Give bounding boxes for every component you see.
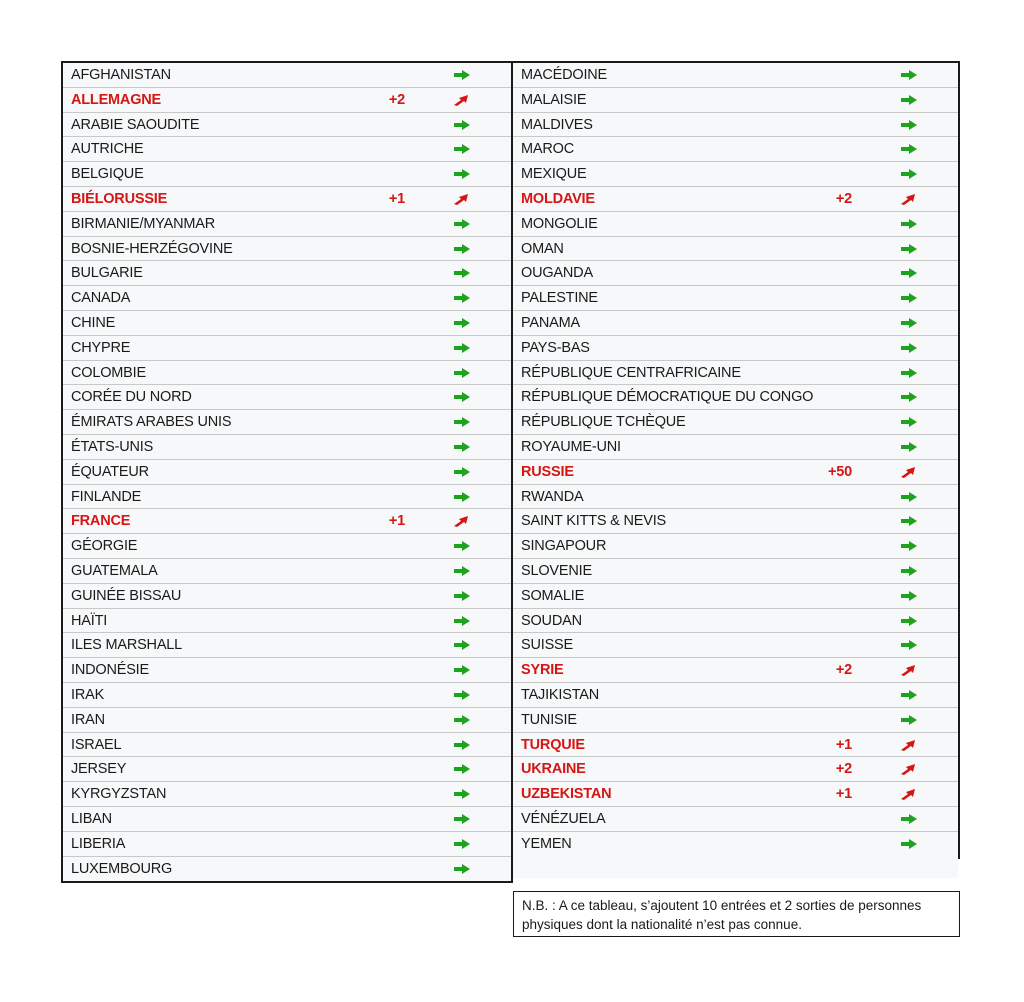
country-name: INDONÉSIE — [71, 662, 149, 679]
arrow-right-icon — [453, 763, 471, 775]
change-value: +2 — [388, 91, 405, 108]
arrow-right-icon — [900, 168, 918, 180]
table-row — [63, 782, 511, 807]
country-name: SUISSE — [521, 637, 573, 654]
table-row — [513, 584, 958, 609]
arrow-right-icon — [453, 416, 471, 428]
country-name: UKRAINE — [521, 761, 586, 778]
arrow-right-icon — [900, 565, 918, 577]
arrow-right-icon — [900, 342, 918, 354]
arrow-right-icon — [453, 292, 471, 304]
arrow-right-icon — [900, 813, 918, 825]
arrow-right-icon — [453, 466, 471, 478]
country-name: LUXEMBOURG — [71, 860, 173, 877]
arrow-right-icon — [900, 714, 918, 726]
arrow-up-right-icon — [900, 788, 918, 800]
country-name: MONGOLIE — [521, 215, 598, 232]
table-row — [63, 311, 511, 336]
arrow-right-icon — [453, 739, 471, 751]
footnote-line-2: physiques dont la nationalité n’est pas connue. — [522, 917, 802, 932]
country-name: CORÉE DU NORD — [71, 389, 192, 406]
arrow-up-right-icon — [900, 193, 918, 205]
arrow-right-icon — [900, 416, 918, 428]
country-name: MOLDAVIE — [521, 190, 595, 207]
arrow-right-icon — [453, 863, 471, 875]
country-name: GÉORGIE — [71, 538, 138, 555]
country-name: ÉMIRATS ARABES UNIS — [71, 414, 232, 431]
arrow-right-icon — [900, 69, 918, 81]
country-name: RWANDA — [521, 488, 584, 505]
country-table-right — [511, 61, 960, 859]
country-name: ÉTATS-UNIS — [71, 438, 154, 455]
arrow-right-icon — [453, 243, 471, 255]
country-name: UZBEKISTAN — [521, 786, 612, 803]
arrow-up-right-icon — [453, 94, 471, 106]
arrow-right-icon — [900, 391, 918, 403]
country-name: OMAN — [521, 240, 564, 257]
country-name: BULGARIE — [71, 265, 143, 282]
table-row — [513, 212, 958, 237]
arrow-right-icon — [900, 143, 918, 155]
table-row — [513, 137, 958, 162]
country-name: CHINE — [71, 314, 116, 331]
table-row — [513, 286, 958, 311]
arrow-right-icon — [900, 639, 918, 651]
arrow-right-icon — [900, 119, 918, 131]
country-name: FINLANDE — [71, 488, 142, 505]
country-name: PANAMA — [521, 314, 580, 331]
arrow-right-icon — [453, 838, 471, 850]
country-name: BELGIQUE — [71, 166, 144, 183]
arrow-right-icon — [453, 143, 471, 155]
country-name: TUNISIE — [521, 711, 577, 728]
arrow-right-icon — [900, 838, 918, 850]
country-name: BIÉLORUSSIE — [71, 190, 168, 207]
country-name: LIBAN — [71, 810, 112, 827]
country-name: RUSSIE — [521, 463, 574, 480]
arrow-right-icon — [453, 367, 471, 379]
table-row — [513, 559, 958, 584]
country-name: ÉQUATEUR — [71, 463, 149, 480]
arrow-right-icon — [453, 664, 471, 676]
table-row — [63, 559, 511, 584]
arrow-right-icon — [453, 615, 471, 627]
country-name: BIRMANIE/MYANMAR — [71, 215, 215, 232]
country-name: CANADA — [71, 290, 131, 307]
arrow-right-icon — [900, 267, 918, 279]
arrow-right-icon — [900, 292, 918, 304]
arrow-right-icon — [453, 491, 471, 503]
country-name: GUATEMALA — [71, 562, 158, 579]
arrow-right-icon — [453, 590, 471, 602]
country-name: MAROC — [521, 141, 574, 158]
table-row — [63, 658, 511, 683]
table-row — [63, 187, 511, 212]
arrow-right-icon — [453, 391, 471, 403]
table-row — [63, 212, 511, 237]
country-name: TAJIKISTAN — [521, 686, 600, 703]
country-table-left — [61, 61, 513, 883]
country-name: JERSEY — [71, 761, 127, 778]
table-row — [63, 460, 511, 485]
change-value: +2 — [835, 190, 852, 207]
arrow-right-icon — [453, 69, 471, 81]
arrow-up-right-icon — [900, 739, 918, 751]
country-name: ALLEMAGNE — [71, 91, 162, 108]
arrow-right-icon — [453, 565, 471, 577]
arrow-right-icon — [453, 441, 471, 453]
country-name: RÉPUBLIQUE TCHÈQUE — [521, 414, 686, 431]
country-name: OUGANDA — [521, 265, 593, 282]
arrow-right-icon — [453, 689, 471, 701]
table-row — [63, 609, 511, 634]
arrow-up-right-icon — [900, 664, 918, 676]
country-name: AUTRICHE — [71, 141, 144, 158]
table-row — [513, 460, 958, 485]
table-row — [63, 385, 511, 410]
table-row — [513, 609, 958, 634]
country-name: IRAK — [71, 686, 105, 703]
change-value: +2 — [835, 761, 852, 778]
country-name: RÉPUBLIQUE CENTRAFRICAINE — [521, 364, 741, 381]
country-name: HAÏTI — [71, 612, 108, 629]
table-row — [513, 336, 958, 361]
table-row — [513, 361, 958, 386]
country-name: GUINÉE BISSAU — [71, 587, 182, 604]
table-row — [63, 286, 511, 311]
country-name: SLOVENIE — [521, 562, 592, 579]
table-row — [63, 88, 511, 113]
footnote-line-1: N.B. : A ce tableau, s’ajoutent 10 entrées et 2 sorties de personnes — [522, 898, 922, 913]
country-name: CHYPRE — [71, 339, 131, 356]
country-name: SOUDAN — [521, 612, 582, 629]
country-name: LIBERIA — [71, 835, 126, 852]
table-row — [63, 633, 511, 658]
country-name: SOMALIE — [521, 587, 585, 604]
arrow-right-icon — [900, 515, 918, 527]
country-name: MALAISIE — [521, 91, 587, 108]
table-row — [63, 336, 511, 361]
arrow-right-icon — [900, 441, 918, 453]
table-row — [63, 435, 511, 460]
table-row — [63, 361, 511, 386]
arrow-right-icon — [900, 367, 918, 379]
table-row — [513, 385, 958, 410]
arrow-right-icon — [900, 317, 918, 329]
country-name: SINGAPOUR — [521, 538, 607, 555]
table-row — [513, 162, 958, 187]
table-row — [513, 435, 958, 460]
arrow-right-icon — [453, 168, 471, 180]
table-row — [63, 261, 511, 286]
country-name: IRAN — [71, 711, 105, 728]
table-row — [513, 733, 958, 758]
country-name: KYRGYZSTAN — [71, 786, 167, 803]
arrow-up-right-icon — [900, 466, 918, 478]
change-value: +1 — [835, 786, 852, 803]
table-row — [63, 733, 511, 758]
country-name: ARABIE SAOUDITE — [71, 116, 200, 133]
table-row — [513, 261, 958, 286]
table-row — [63, 410, 511, 435]
table-row — [513, 757, 958, 782]
footnote-box — [513, 891, 960, 937]
table-row — [63, 162, 511, 187]
table-row — [63, 137, 511, 162]
table-row — [513, 509, 958, 534]
table-row — [63, 584, 511, 609]
table-row — [63, 63, 511, 88]
arrow-right-icon — [453, 342, 471, 354]
table-row — [63, 485, 511, 510]
change-value: +1 — [388, 190, 405, 207]
country-name: ISRAEL — [71, 736, 122, 753]
table-row — [513, 187, 958, 212]
arrow-up-right-icon — [900, 763, 918, 775]
table-row — [63, 534, 511, 559]
country-name: ILES MARSHALL — [71, 637, 183, 654]
country-name: ROYAUME-UNI — [521, 438, 621, 455]
change-value: +2 — [835, 662, 852, 679]
table-row — [513, 658, 958, 683]
arrow-right-icon — [453, 788, 471, 800]
country-name: VÉNÉZUELA — [521, 810, 606, 827]
table-row — [63, 807, 511, 832]
table-row — [513, 534, 958, 559]
table-row — [63, 708, 511, 733]
table-row — [513, 782, 958, 807]
country-name: SAINT KITTS & NEVIS — [521, 513, 666, 530]
arrow-right-icon — [900, 491, 918, 503]
table-row — [513, 633, 958, 658]
country-name: AFGHANISTAN — [71, 67, 171, 83]
table-row — [513, 485, 958, 510]
arrow-right-icon — [453, 813, 471, 825]
table-row — [513, 708, 958, 733]
table-row — [513, 807, 958, 832]
table-row — [63, 832, 511, 857]
arrow-right-icon — [453, 267, 471, 279]
arrow-up-right-icon — [453, 193, 471, 205]
arrow-right-icon — [900, 590, 918, 602]
arrow-right-icon — [453, 218, 471, 230]
table-row — [513, 683, 958, 708]
table-row — [63, 683, 511, 708]
table-row — [513, 311, 958, 336]
country-name: PALESTINE — [521, 290, 598, 307]
arrow-right-icon — [453, 714, 471, 726]
change-value: +50 — [828, 463, 852, 480]
table-row — [513, 113, 958, 138]
country-name: MALDIVES — [521, 116, 593, 133]
country-name: RÉPUBLIQUE DÉMOCRATIQUE DU CONGO — [521, 389, 814, 406]
change-value: +1 — [388, 513, 405, 530]
country-name: YEMEN — [521, 835, 572, 852]
country-name: SYRIE — [521, 662, 564, 679]
table-row — [513, 63, 958, 88]
table-shading — [513, 854, 958, 878]
table-row — [63, 237, 511, 262]
table-row — [513, 88, 958, 113]
country-name: BOSNIE-HERZÉGOVINE — [71, 240, 233, 257]
country-name: MEXIQUE — [521, 166, 587, 183]
change-value: +1 — [835, 736, 852, 753]
arrow-right-icon — [453, 639, 471, 651]
table-row — [63, 113, 511, 138]
arrow-right-icon — [900, 218, 918, 230]
table-row — [513, 237, 958, 262]
arrow-right-icon — [900, 689, 918, 701]
arrow-right-icon — [453, 317, 471, 329]
table-row — [513, 410, 958, 435]
country-name: COLOMBIE — [71, 364, 146, 381]
country-name: TURQUIE — [521, 736, 585, 753]
table-row — [63, 757, 511, 782]
country-name: MACÉDOINE — [521, 67, 608, 83]
arrow-right-icon — [453, 119, 471, 131]
table-row — [63, 509, 511, 534]
country-name: PAYS-BAS — [521, 339, 590, 356]
arrow-right-icon — [900, 615, 918, 627]
arrow-right-icon — [900, 243, 918, 255]
arrow-up-right-icon — [453, 515, 471, 527]
arrow-right-icon — [900, 94, 918, 106]
arrow-right-icon — [453, 540, 471, 552]
arrow-right-icon — [900, 540, 918, 552]
table-row — [513, 832, 958, 857]
table-row — [63, 857, 511, 882]
country-name: FRANCE — [71, 513, 131, 530]
